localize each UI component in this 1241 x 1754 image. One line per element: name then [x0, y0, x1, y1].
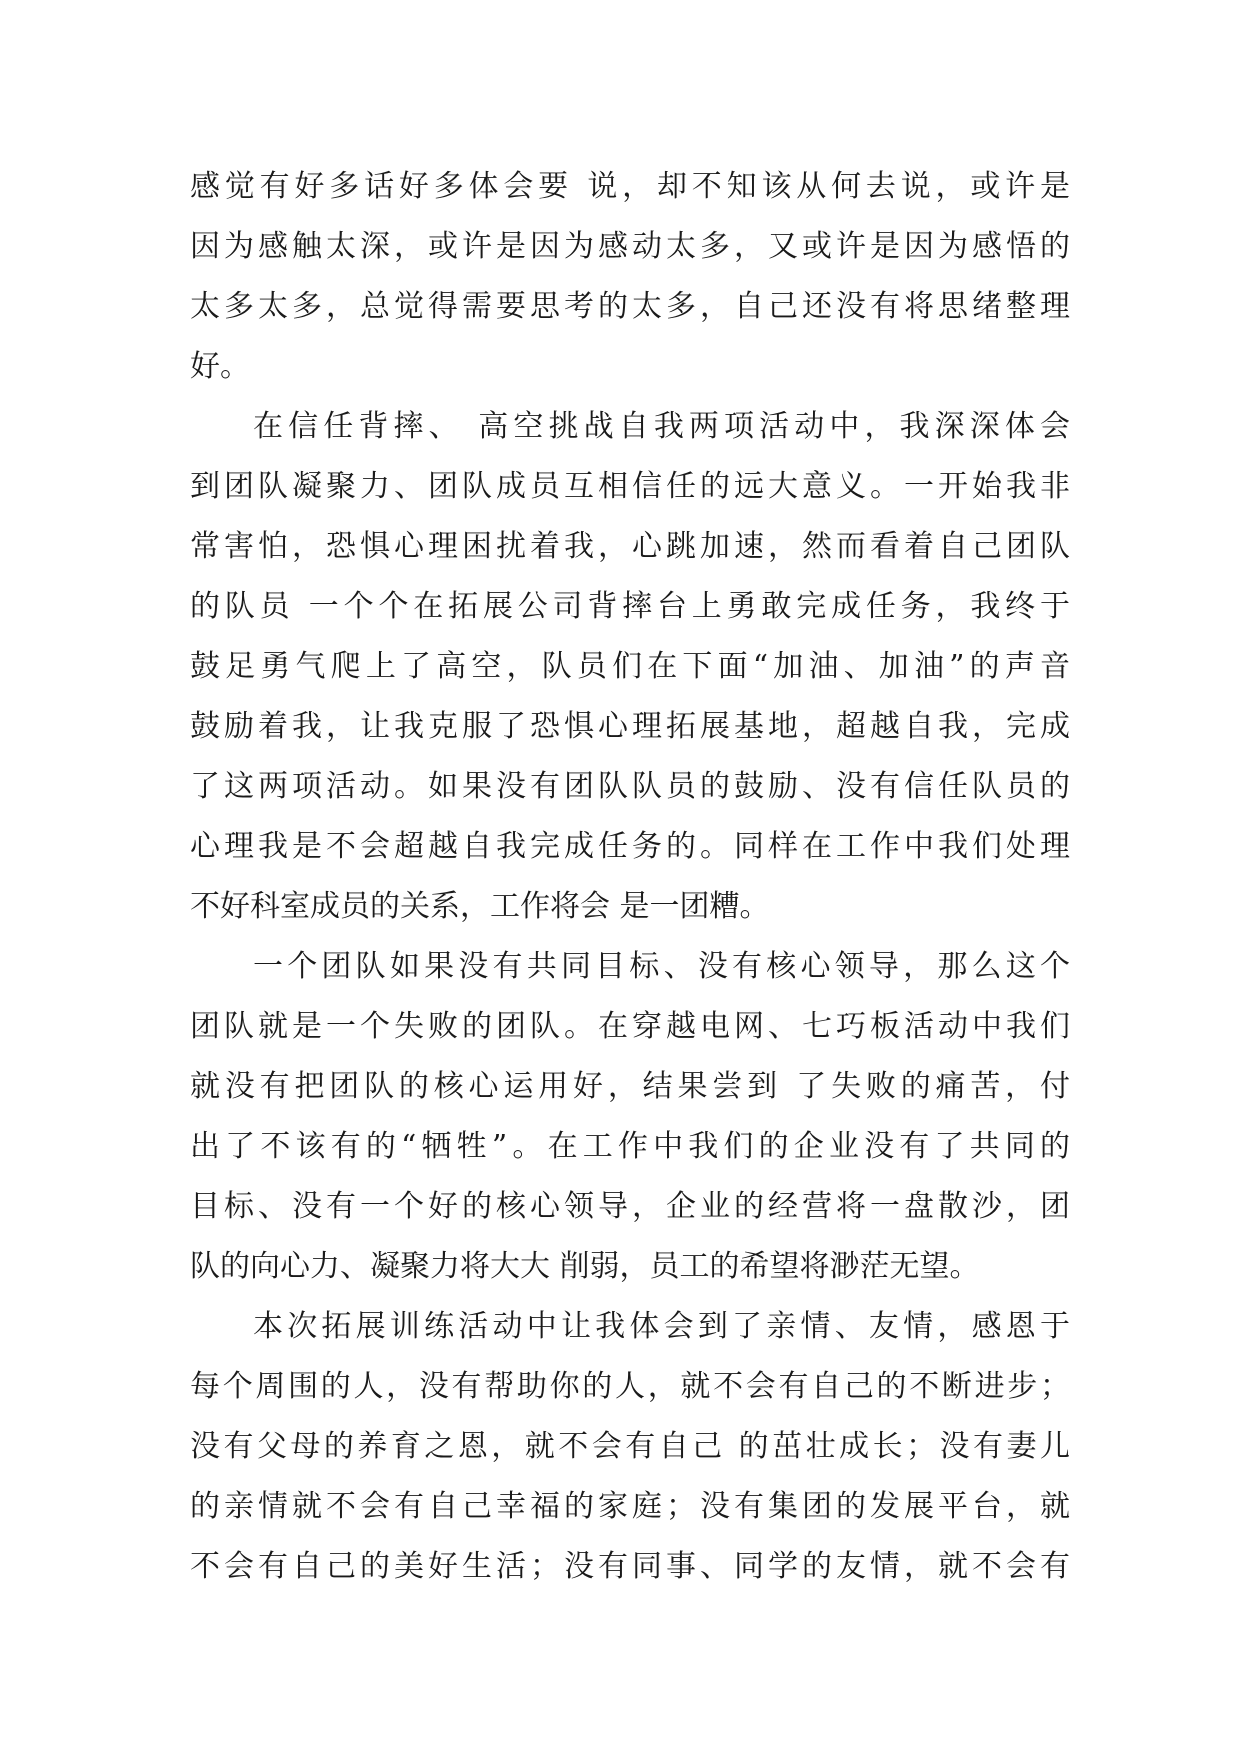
text-line: 心理我是不会超越自我完成任务的。同样在工作中我们处理: [190, 829, 1070, 864]
text-line: 鼓励着我，让我克服了恐惧心理拓展基地，超越自我，完成: [190, 709, 1070, 744]
body-text: [190, 157, 1070, 1597]
text-line: 太多太多，总觉得需要思考的太多，自己还没有将思绪整理: [190, 289, 1070, 324]
text-line: 不好科室成员的关系，工作将会 是一团糟。: [190, 889, 770, 924]
text-line: 在信任背摔、 高空挑战自我两项活动中，我深深体会: [253, 409, 1070, 444]
text-line: 因为感触太深，或许是因为感动太多，又或许是因为感悟的: [190, 229, 1070, 264]
text-line: 的队员 一个个在拓展公司背摔台上勇敢完成任务，我终于: [190, 589, 1070, 624]
text-line: 鼓足勇气爬上了高空，队员们在下面“加油、加油”的声音: [190, 649, 1070, 684]
text-line: 本次拓展训练活动中让我体会到了亲情、友情，感恩于: [253, 1309, 1070, 1344]
text-line: 了这两项活动。如果没有团队队员的鼓励、没有信任队员的: [190, 769, 1070, 804]
text-line: 的亲情就不会有自己幸福的家庭；没有集团的发展平台，就: [190, 1489, 1070, 1524]
paragraph-4: [190, 1297, 1070, 1597]
text-line: 常害怕，恐惧心理困扰着我，心跳加速，然而看着自己团队: [190, 529, 1070, 564]
text-line: 没有父母的养育之恩，就不会有自己 的茁壮成长；没有妻儿: [190, 1429, 1070, 1464]
text-line: 一个团队如果没有共同目标、没有核心领导，那么这个: [253, 949, 1070, 984]
paragraph-2: [190, 397, 1070, 937]
text-line: 队的向心力、凝聚力将大大 削弱，员工的希望将渺茫无望。: [190, 1249, 980, 1284]
text-line: 不会有自己的美好生活；没有同事、同学的友情，就不会有: [190, 1549, 1070, 1584]
text-line: 每个周围的人，没有帮助你的人，就不会有自己的不断进步；: [190, 1369, 1070, 1404]
paragraph-3: [190, 937, 1070, 1297]
text-line: 团队就是一个失败的团队。在穿越电网、七巧板活动中我们: [190, 1009, 1070, 1044]
text-line: 感觉有好多话好多体会要 说，却不知该从何去说，或许是: [190, 169, 1070, 204]
text-line: 好。: [190, 349, 250, 384]
paragraph-1: [190, 157, 1070, 397]
text-line: 到团队凝聚力、团队成员互相信任的远大意义。一开始我非: [190, 469, 1070, 504]
text-line: 出了不该有的“牺牲”。在工作中我们的企业没有了共同的: [190, 1129, 1070, 1164]
text-line: 目标、没有一个好的核心领导，企业的经营将一盘散沙，团: [190, 1189, 1070, 1224]
text-line: 就没有把团队的核心运用好，结果尝到 了失败的痛苦，付: [190, 1069, 1070, 1104]
